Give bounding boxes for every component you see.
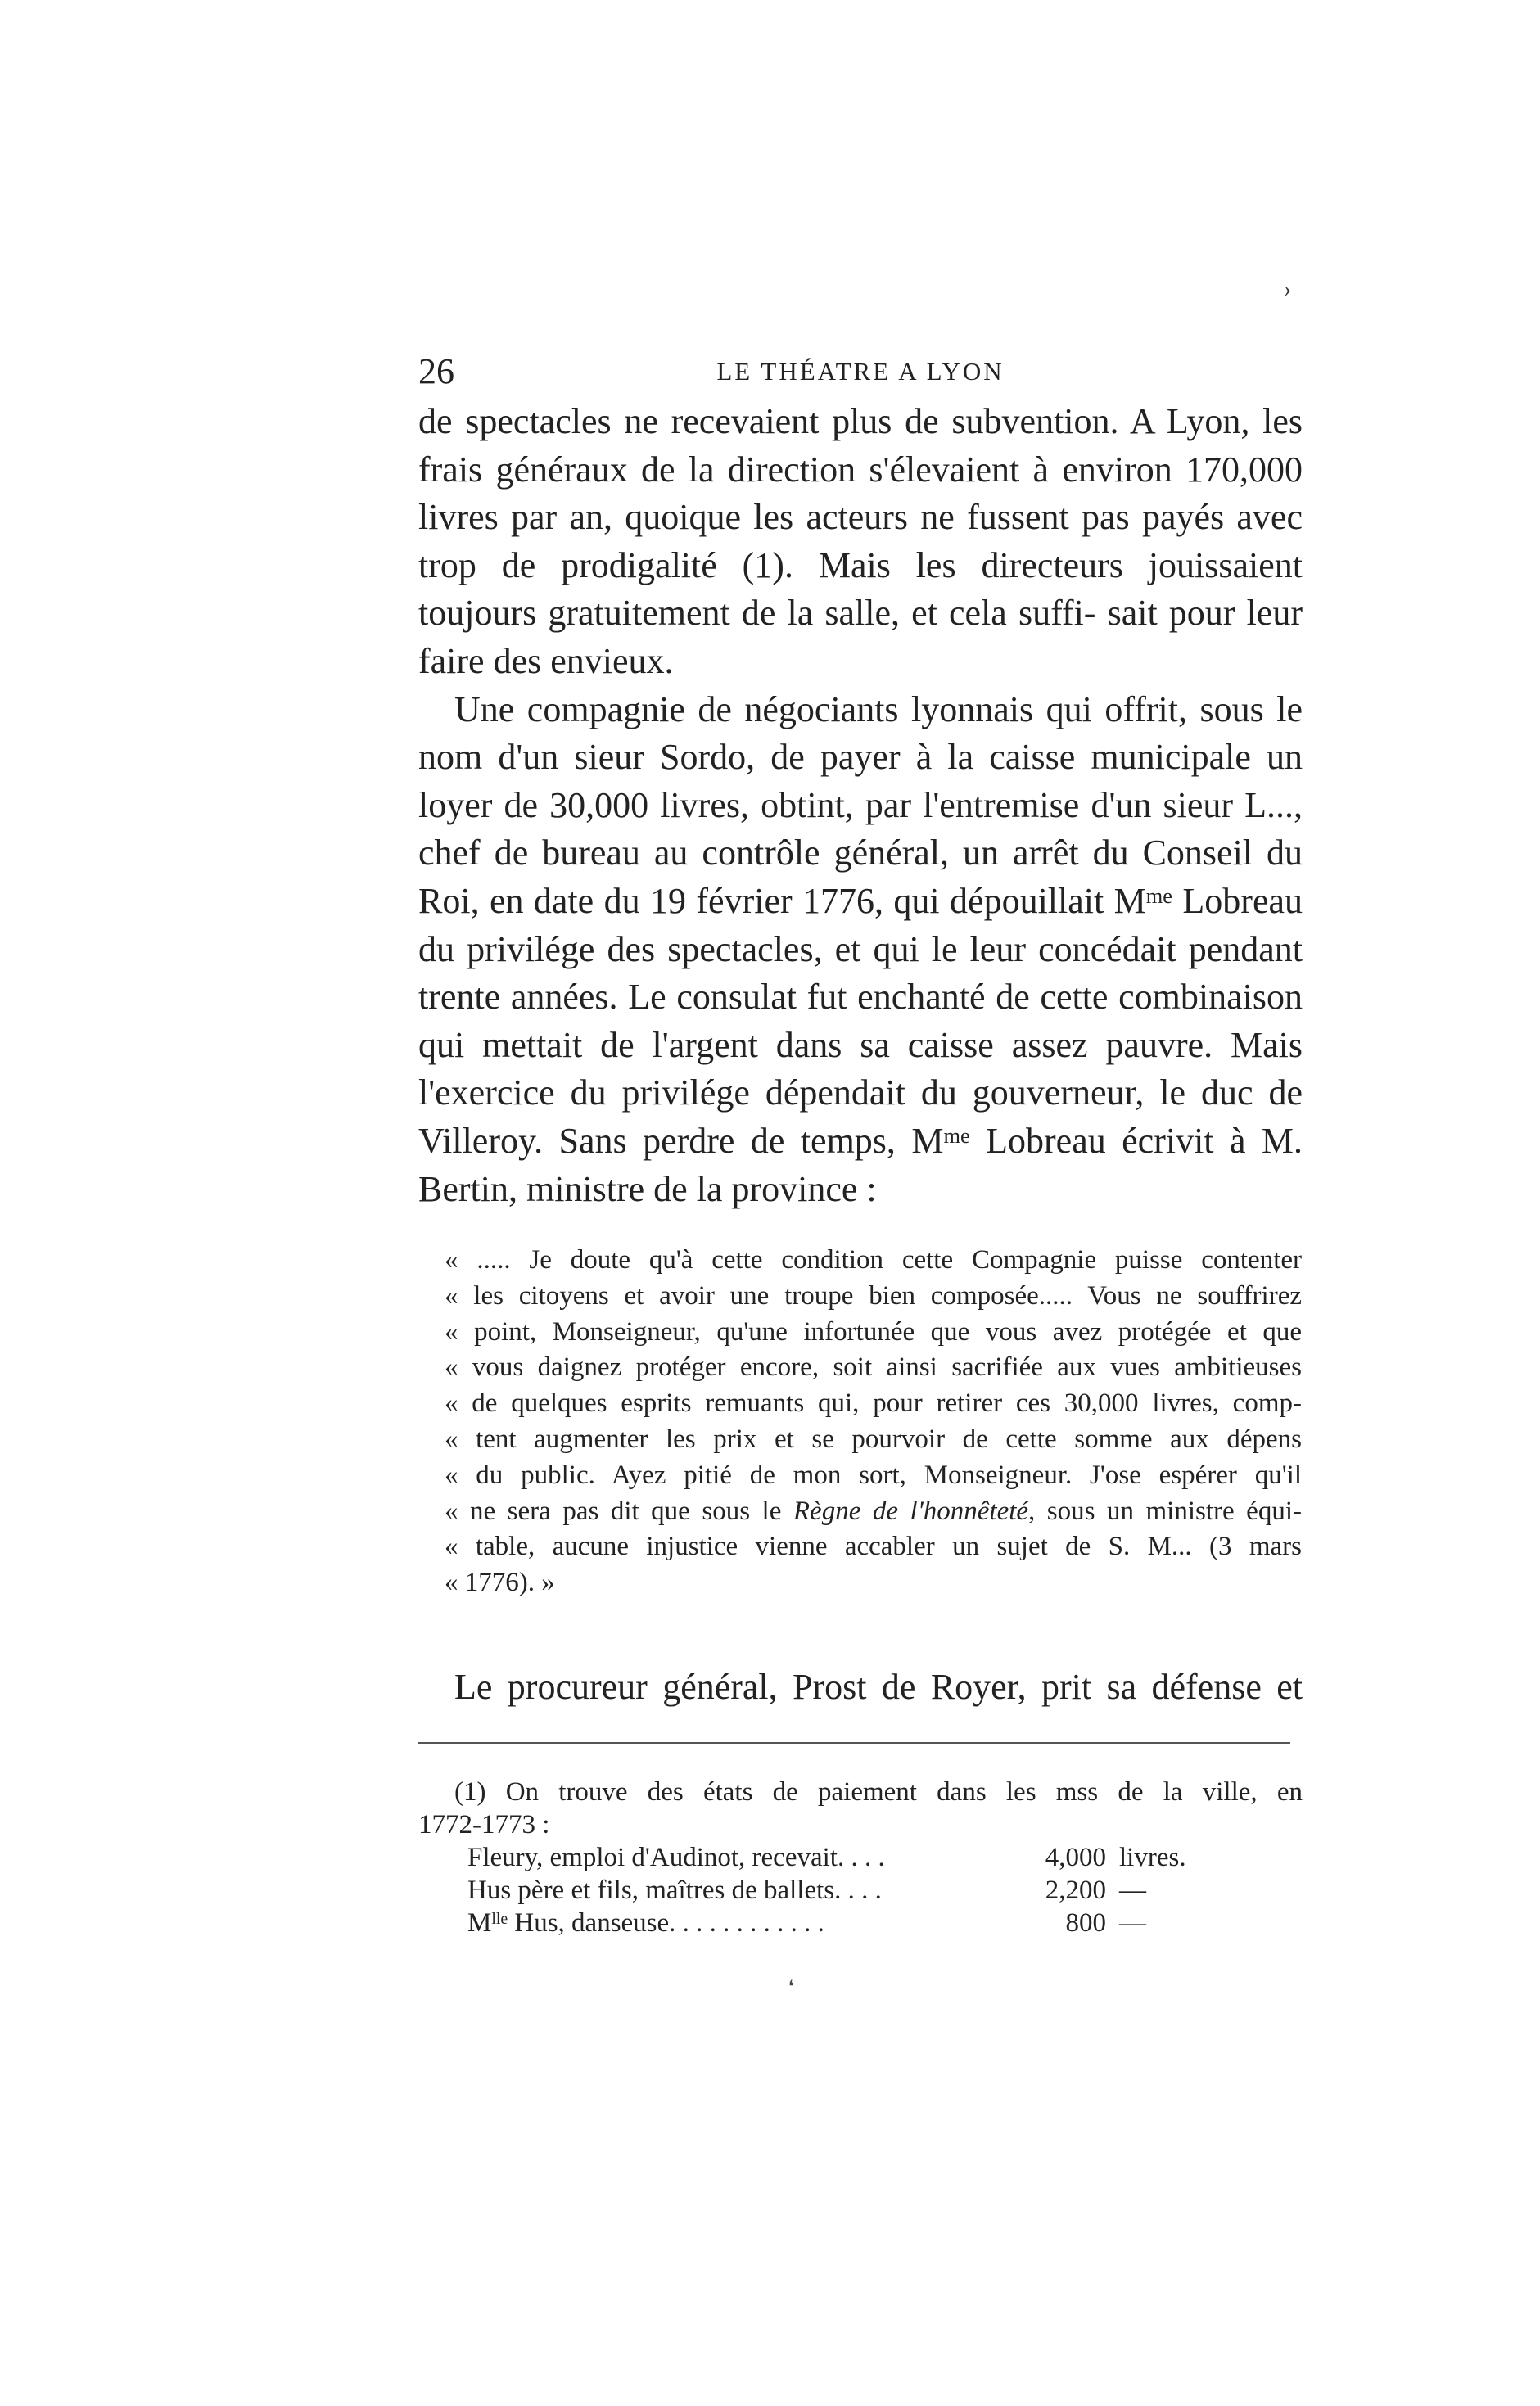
text-line: 170,000 livres par an, quoique les acteurs ne fussent pas xyxy=(418,449,1303,538)
quote-line: « de quelques esprits remuants qui, pour retirer ces 30,000 livres, comp- xyxy=(445,1388,1302,1419)
italic-title: Règne de l'honnêteté, xyxy=(793,1496,1036,1526)
letter-quotation xyxy=(445,1243,1302,1601)
page-number: 26 xyxy=(418,351,454,391)
quote-line: « les citoyens et avoir une troupe bien composée..... Vous ne souffrirez xyxy=(445,1280,1302,1311)
text-line: assez pauvre. Mais l'exercice du privilége dépendait du xyxy=(418,1024,1303,1113)
running-title: LE THÉATRE A LYON xyxy=(716,357,1005,386)
madame-abbr: $M^{me}$ xyxy=(1113,880,1173,921)
table-row xyxy=(467,1841,1186,1874)
table-row xyxy=(467,1874,1186,1907)
quote-line: « point, Monseigneur, qu'une infortunée que vous avez protégée et que xyxy=(445,1316,1302,1347)
amount: 800 xyxy=(1065,1908,1106,1938)
text-line: les frais généraux de la direction s'élevaient à environ xyxy=(418,401,1303,490)
quote-line: « ..... Je doute qu'à cette condition cette Compagnie puisse contenter xyxy=(445,1245,1302,1275)
unit: — xyxy=(1119,1908,1146,1938)
footnote xyxy=(418,1776,1303,1939)
text-line: sait pour leur faire des envieux. xyxy=(418,593,1303,681)
paragraph-2 xyxy=(418,686,1303,1214)
quote-line: « tent augmenter les prix et se pourvoir de cette somme aux dépens xyxy=(445,1424,1302,1454)
text-line: Lobreau écrivit à M. Bertin, ministre de la province : xyxy=(418,1120,1303,1209)
page-header xyxy=(418,347,1303,396)
quote-line: « 1776). » xyxy=(445,1568,555,1598)
madame-abbr: $M^{me}$ xyxy=(911,1120,970,1161)
text-line: loyer de 30,000 livres, obtint, par l'entremise d'un sieur xyxy=(418,784,1233,825)
paragraph-3: Le procureur général, Prost de Royer, prit sa défense et xyxy=(454,1667,1303,1707)
text-line: Lobreau du privilége des spectacles, et qui le leur xyxy=(418,880,1303,969)
text-line: payés avec trop de prodigalité (1). Mais les directeurs xyxy=(418,497,1303,585)
text-line: de cette combinaison qui mettait de l'argent dans sa caisse xyxy=(418,977,1303,1065)
amount: 4,000 xyxy=(1045,1843,1106,1872)
text-line: concédait pendant trente années. Le consulat fut enchanté xyxy=(418,928,1303,1018)
footnote-text: (1) On trouve des états de paiement dans les mss de la ville, en xyxy=(454,1777,1303,1807)
payee: Hus père et fils, maîtres de ballets. . . . xyxy=(467,1876,882,1905)
amount: 2,200 xyxy=(1045,1876,1106,1905)
quote-line: « table, aucune injustice vienne accabler un sujet de S. M... (3 mars xyxy=(445,1532,1302,1562)
margin-mark: › xyxy=(1284,277,1292,302)
text-line: jouissaient toujours gratuitement de la salle, et cela suffi- xyxy=(418,544,1303,634)
printer-mark: ❛ xyxy=(788,1978,794,1996)
text-line: L..., chef de bureau au contrôle général, un arrêt du xyxy=(418,784,1303,873)
payee: $M^{lle}$ Hus, danseuse. . . . . . . . . . . . xyxy=(467,1908,824,1938)
paragraph-1 xyxy=(418,398,1303,686)
text-line: Une compagnie de négociants lyonnais qui offrit, sous le xyxy=(454,688,1303,729)
quote-line: « vous daignez protéger encore, soit ainsi sacrifiée aux vues ambitieuses xyxy=(445,1352,1302,1383)
main-text xyxy=(418,398,1303,1213)
text-line: de spectacles ne recevaient plus de subvention. A Lyon, xyxy=(418,401,1250,441)
quote-line: « du public. Ayez pitié de mon sort, Monseigneur. J'ose espérer qu'il xyxy=(445,1460,1302,1490)
unit: — xyxy=(1119,1876,1146,1905)
quote-line: « ne sera pas dit que sous le Règne de l'honnêteté, sous un ministre équi- xyxy=(445,1496,1302,1526)
footnote-divider xyxy=(418,1742,1290,1744)
text-line: Conseil du Roi, en date du 19 février 1776, qui dépouillait xyxy=(418,833,1303,921)
text-line: gouverneur, le duc de Villeroy. Sans perdre de temps, xyxy=(418,1072,1303,1161)
table-row xyxy=(467,1907,1186,1939)
text-line: nom d'un sieur Sordo, de payer à la caisse municipale un xyxy=(418,737,1303,778)
footnote-text: 1772-1773 : xyxy=(418,1810,550,1839)
payment-table xyxy=(467,1841,1186,1939)
unit: livres. xyxy=(1119,1843,1186,1872)
payee: Fleury, emploi d'Audinot, recevait. . . . xyxy=(467,1843,885,1872)
